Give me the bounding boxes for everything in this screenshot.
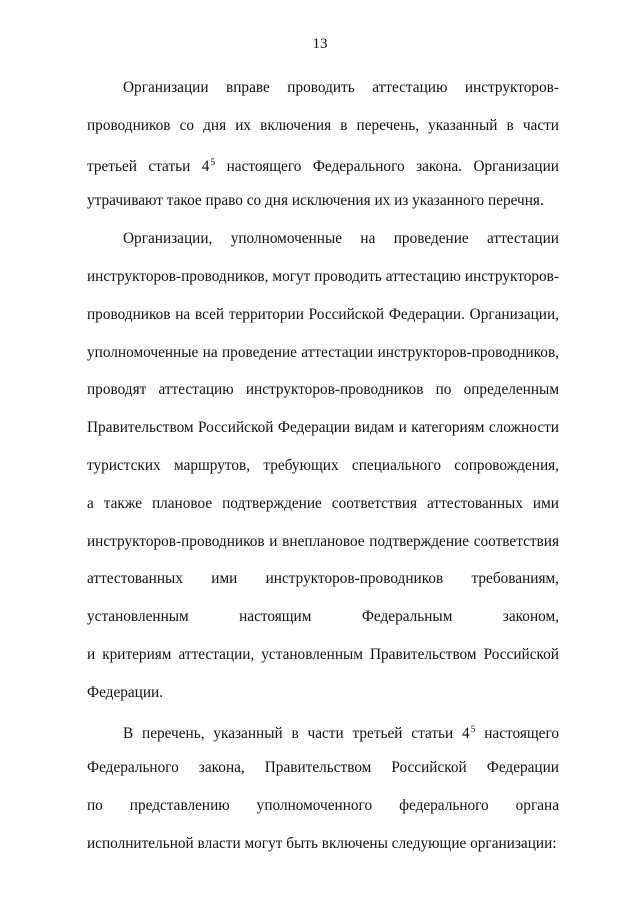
text-line: туристских маршрутов, требующих специального сопровождения, [87,456,559,474]
body-text [87,69,559,863]
text-fragment: В перечень, указанный в части третьей статьи 4 [123,724,470,742]
paragraph-1 [87,69,559,220]
text-line: Организации, уполномоченные на проведение аттестации [123,230,559,248]
text-line: проводят аттестацию инструкторов-проводников по определенным [87,381,559,399]
superscript: 5 [470,724,476,735]
text-line: проводников на всей территории Российской Федерации. Организации, [87,305,559,323]
text-line: Организации вправе проводить аттестацию инструкторов- [123,79,559,96]
text-line: проводников со дня их включения в перечень, указанный в части [87,116,559,134]
text-line: утрачивают такое право со дня исключения их из указанного перечня. [87,192,544,210]
text-line: и критериям аттестации, установленным Правительством Российской [87,645,559,663]
text-line [87,712,559,750]
text-line: аттестованных ими инструкторов-проводников требованиям, [87,570,559,588]
text-fragment: третьей статьи 4 [87,157,210,175]
text-line: инструкторов-проводников, могут проводить аттестацию инструкторов- [87,267,559,285]
text-line: а также плановое подтверждение соответствия аттестованных ими [87,494,559,512]
paragraph-3 [87,712,559,863]
text-line: Федерации. [87,683,164,701]
text-fragment: настоящего Федерального закона. Организации [215,157,559,175]
superscript: 5 [210,157,216,168]
text-line: Правительством Российской Федерации видам и категориям сложности [87,419,559,437]
text-fragment: настоящего [475,724,559,742]
text-line [87,145,559,183]
paragraph-2 [87,220,559,711]
text-line: установленным настоящим Федеральным законом, [87,608,559,626]
text-line: исполнительной власти могут быть включены следующие организации: [87,834,557,852]
text-line: инструкторов-проводников и внеплановое подтверждение соответствия [87,532,559,550]
page-number: 13 [312,36,328,52]
text-line: уполномоченные на проведение аттестации инструкторов-проводников, [87,343,559,361]
text-line: Федерального закона, Правительством Российской Федерации [87,759,559,777]
text-line: по представлению уполномоченного федерального органа [87,797,559,815]
